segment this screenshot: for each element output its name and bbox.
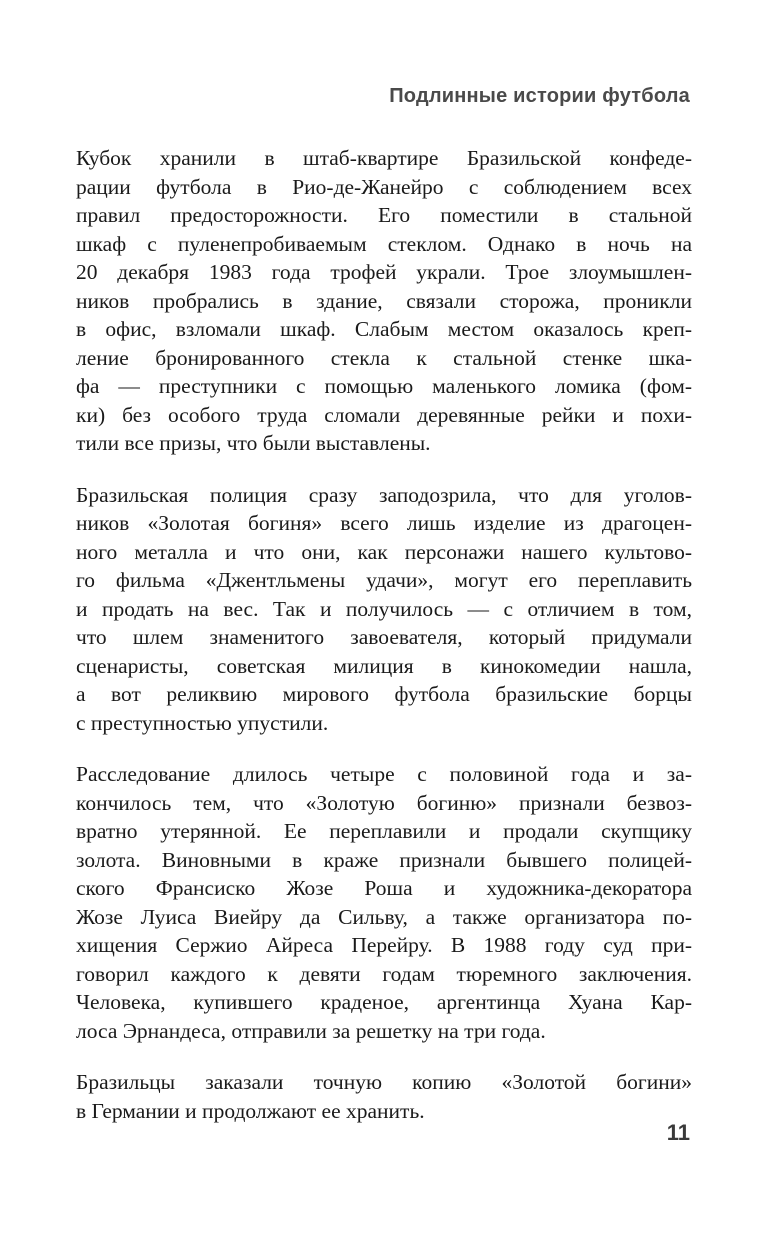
paragraph [76,144,692,458]
text-line: Кубок хранили в штаб-квартире Бразильской конфеде- [76,146,692,170]
text-line: шкаф с пуленепробиваемым стеклом. Однако в ночь на [76,231,692,256]
text-line: с преступностью упустили. [76,710,329,735]
text-line: го фильма «Джентльмены удачи», могут его переплавить [76,568,692,592]
body-text [76,144,692,1148]
text-line: и продать на вес. Так и получилось — с отличием в том, [76,596,692,621]
text-line: Бразильская полиция сразу заподозрила, что для уголов- [76,482,692,507]
text-line: Бразильцы заказали точную копию «Золотой богини» [76,1070,692,1094]
text-line: фа — преступники с помощью маленького ломика (фом- [76,374,692,398]
text-line: ского Франсиско Жозе Роша и художника-декоратора [76,876,692,900]
text-line: ки) без особого труда сломали деревянные рейки и похи- [76,402,692,427]
text-line: тили все призы, что были выставлены. [76,431,431,455]
text-line: ного металла и что они, как персонажи нашего культово- [76,539,692,564]
text-line: лоса Эрнандеса, отправили за решетку на три года. [76,1018,546,1043]
text-line: вратно утерянной. Ее переплавили и продали скупщику [76,819,692,843]
text-line: рации футбола в Рио-де-Жанейро с соблюдением всех [76,174,692,199]
text-line: а вот реликвию мирового футбола бразильские борцы [76,682,692,706]
text-line: Человека, купившего краденое, аргентинца Хуана Кар- [76,990,692,1014]
text-line: 20 декабря 1983 года трофей украли. Трое злоумышлен- [76,260,692,284]
text-line: золота. Виновными в краже признали бывшего полицей- [76,847,692,872]
paragraph [76,1068,692,1125]
running-head: Подлинные истории футбола [389,85,690,107]
text-line: хищения Сержио Айреса Перейру. В 1988 году суд при- [76,933,692,957]
text-line: правил предосторожности. Его поместили в стальной [76,203,692,227]
text-line: что шлем знаменитого завоевателя, который придумали [76,625,692,649]
text-line: Расследование длилось четыре с половиной года и за- [76,762,692,786]
text-line: Жозе Луиса Виейру да Сильву, а также организатора по- [76,904,692,929]
text-line: говорил каждого к девяти годам тюремного заключения. [76,961,692,986]
page-number: 11 [666,1120,690,1145]
text-line: в Германии и продолжают ее хранить. [76,1098,425,1123]
paragraph [76,760,692,1045]
text-line: ление бронированного стекла к стальной стенке шка- [76,345,692,370]
paragraph [76,481,692,738]
text-line: сценаристы, советская милиция в кинокомедии нашла, [76,653,692,678]
text-line: кончилось тем, что «Золотую богиню» признали безвоз- [76,790,692,815]
text-line: ников «Золотая богиня» всего лишь изделие из драгоцен- [76,511,692,535]
text-line: в офис, взломали шкаф. Слабым местом оказалось креп- [76,317,692,341]
text-line: ников пробрались в здание, связали сторожа, проникли [76,288,692,313]
